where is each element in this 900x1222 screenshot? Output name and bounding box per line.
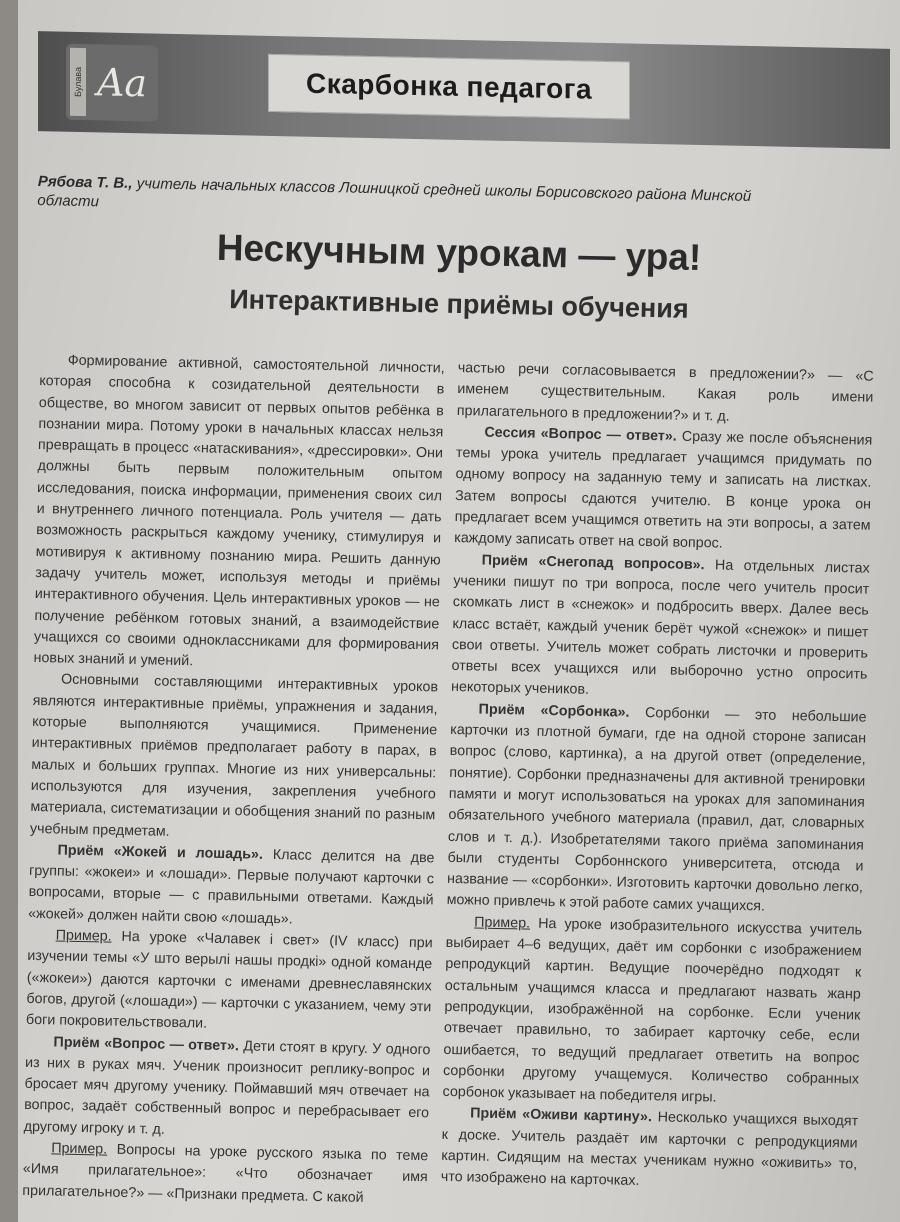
paragraph: Основными составляющими интерактивных уроков являются интерактивные приёмы, упражнения и задания, которые выполняются учащимися. Применение интерактивных приёмов предполагает работу в парах, в малых и больших группах. Многие из них универсальны: используются для изучения, закрепления учебного материала, систематизации и обобщения знаний по разным учебным предметам. [29,671,439,840]
section-title: Скарбонка педагога [268,54,630,120]
article-subtitle: Интерактивные приёмы обучения [229,284,689,324]
magazine-page [18,0,900,1222]
letters-icon: Aa [96,60,148,106]
paragraph-text: Несколько учащихся выходят к доске. Учитель раздаёт им карточки с репродукциями картин. Сидящим на местах ученикам нужно «оживить» то, что изображено на карточках. [440,1109,859,1190]
author-name: Рябова Т. В., [37,172,133,192]
paragraph: частью речи согласовывается в предложении?» — «С именем существительным. Какая роль имени прилагательного в предложении?» и т. д. [456,359,874,425]
paragraph [28,840,435,934]
rubric-logo [66,44,158,122]
technique-heading: Сессия «Вопрос — ответ». [484,424,677,445]
example-label: Пример. [474,914,531,932]
paragraph-text: Сорбонки — это небольшие карточки из плотной бумаги, где на одной стороне записан вопрос (слово, картинка), а на другой ответ (определение, понятие). Сорбонки предназначены для активной тренировки памяти и могут использоваться на уроках для запоминания обязательного учебного материала (правил, дат, словарных слов и т. д.). Изобретателями такого приёма запоминания были студенты Сорбоннского университета, отсюда и название — «сорбонки». Изготовить карточки довольно легко, можно привлечь к этой работе самих учащихся. [446,704,867,915]
technique-heading: Приём «Сорбонка». [478,701,630,721]
paragraph [451,550,870,708]
technique-heading: Приём «Жокей и лошадь». [57,842,264,863]
paragraph [446,699,866,921]
section-header-band [38,31,890,149]
left-column [22,350,445,1210]
example-label: Пример. [55,927,112,945]
article-title: Нескучным урокам — ура! [216,226,702,279]
technique-heading: Приём «Снегопад вопросов». [481,552,705,573]
paragraph [454,422,873,558]
paragraph [23,1031,430,1146]
paragraph [442,912,862,1112]
technique-heading: Приём «Вопрос — ответ». [53,1033,240,1054]
paragraph: Формирование активной, самостоятельной личности, которая способна к созидательной деятельности в обществе, во многом зависит от первых опытов ребёнка в познании мира. Потому уроки в начальных классах нельзя превращать в процесс «натаскивания», «дрессировки». Они должны быть первым положительным опытом исследования, поиска информации, применения своих сил и внутреннего личного потенциала. Роль учителя — дать возможность раскрыться каждому ученику, стимулируя и мотивируя к активному познанию мира. Решить данную задачу учитель может, используя методы и приёмы интерактивного обучения. Цель интерактивных уроков — не получение ребёнком готовых знаний, а взаимодействие учащихся со своими одноклассниками для формирования новых знаний и умений. [33,352,445,670]
logo-side-label: Булава [70,48,86,116]
paragraph [26,925,433,1040]
paragraph-text: Дети стоят в кругу. У одного из них в руках мяч. Ученик произносит реплику-вопрос и бросает мяч другому ученику. Поймавший мяч отвечает на вопрос, задаёт собственный вопрос и перебрасывает его другому игроку и т. д. [23,1037,431,1138]
paragraph-text: На отдельных листах ученики пишут по три вопроса, после чего учитель просит скомкать лист в «снежок» и подбросить вверх. Далее весь класс встаёт, каждый ученик берёт чужой «снежок» и пишет свои ответы. Учитель может собрать листочки и проверить ответы всех учащихся или выборочно устно опросить некоторых учеников. [450,556,870,699]
author-line [37,172,798,226]
paragraph-text: На уроке изобразительного искусства учитель выбирает 4–6 ведущих, даёт им сорбонки с изображением репродукций картин. Ведущие поочерёдно подходят к остальным учащимся класса и предлагают назвать жанр репродукции, изображённой на сорбонке. Если ученик отвечает правильно, то забирает карточку себе, если ошибается, то ведущий предлагает ответить на вопрос сорбонки другому учащемуся. Количество собранных сорбонок указывает на победителя игры. [442,915,863,1106]
paragraph [441,1103,859,1197]
author-position: учитель начальных классов Лошницкой средней школы Борисовского района Минской области [37,174,752,211]
paragraph-text: Сразу же после объяснения темы урока учитель предлагает учащимся придумать по одному вопросу на заданную тему и записать на листках. Затем вопросы сдаются учителю. В конце урока он предлагает всем учащимся ответить на эти вопросы, а затем каждому записать ответ на свой вопрос. [454,428,873,552]
paragraph-text: Вопросы на уроке русского языка по теме «Имя прилагательное»: «Что обозначает имя прилагательное?» — «Признаки предмета. С какой [22,1141,429,1206]
paragraph-text: Класс делится на две группы: «жокеи» и «лошади». Первые получают карточки с вопросами, вторые — с правильными ответами. Каждый «жокей» должен найти свою «лошадь». [28,846,435,928]
right-column [441,358,874,1197]
technique-heading: Приём «Оживи картину». [470,1105,653,1126]
paragraph-text: На уроке «Чалавек і свет» (IV класс) при изучении темы «У што верылі нашы продкі» одной команде («жокеи») даются карточки с именами древнеславянских богов, другой («лошади») — карточки с указанием, чему эти боги покровительствовали. [25,928,433,1032]
paragraph [22,1138,428,1210]
example-label: Пример. [51,1140,108,1158]
